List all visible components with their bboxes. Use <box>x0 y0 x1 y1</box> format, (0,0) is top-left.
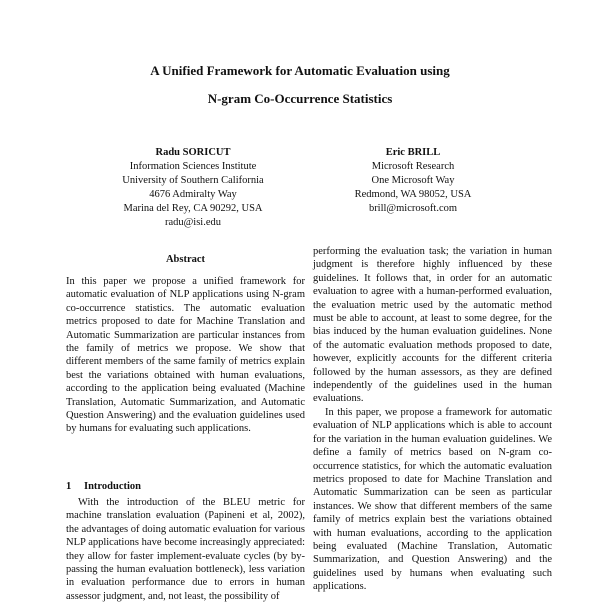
author-block-2 <box>283 146 543 216</box>
author-email: brill@microsoft.com <box>368 203 458 214</box>
author-affiliation: Microsoft Research <box>371 161 455 172</box>
section-title: Introduction <box>84 481 141 492</box>
section-number: 1 <box>66 481 72 492</box>
right-paragraph-1: performing the evaluation task; the variation in human judgment is therefore highly influenced by these guidelines. It follows that, in order for an automatic evaluation to agree with a human-performed evaluation, the evaluation metric used by the automatic method must be able to account, at least to some degree, for the bias induced by the human evaluation guidelines. None of the automatic evaluation methods proposed to date, however, explicitly accounts for the different criteria followed by the human assessors, as they are defined independently of the guidelines used in the human evaluations. <box>313 246 552 405</box>
paper-title-line-1: A Unified Framework for Automatic Evaluation using <box>150 63 450 78</box>
author-street: Redmond, WA 98052, USA <box>354 189 472 200</box>
introduction-body: With the introduction of the BLEU metric for machine translation evaluation (Papineni et al, 2002), the advantages of doing automatic evaluation for various NLP applications have become increasingly appreciated: they allow for faster implement-evaluate cycles (by by-passing the human evaluation bottleneck), less variation in evaluation performance due to errors in human assessor judgment, and, not least, the possibility of <box>66 497 305 602</box>
author-affiliation: Information Sciences Institute <box>129 161 257 172</box>
author-street: 4676 Admiralty Way <box>149 189 237 200</box>
paper-title-line-2: N-gram Co-Occurrence Statistics <box>207 91 393 106</box>
author-name: Radu SORICUT <box>155 147 231 158</box>
right-paragraph-2: In this paper, we propose a framework for automatic evaluation of NLP applications which is able to account for the variation in the human evaluation guidelines. We define a family of metrics based on N-gram co-occurrence statistics, for which the automatic evaluation metrics proposed to date for Machine Translation and Automatic Summarization can be seen as particular instances. We show that different members of the same family of metrics explain best the variations obtained with human evaluations, according to the application being evaluated (Machine Translation, Automatic Summarization, and Question Answering) and the guidelines used by humans when evaluating such applications. <box>313 406 552 593</box>
abstract-heading: Abstract <box>165 254 206 265</box>
right-column <box>313 245 552 594</box>
author-city: Marina del Rey, CA 90292, USA <box>123 203 263 214</box>
author-name: Eric BRILL <box>385 147 441 158</box>
abstract-body: In this paper we propose a unified framework for automatic evaluation of NLP applications using N-gram co-occurrence statistics. The automatic evaluation metrics proposed to date for Machine Translation and Automatic Summarization are particular instances from the family of metrics we propose. We show that different members of the same family of metrics explain best the variations obtained with human evaluations, according to the application being evaluated (Machine Translation, Automatic Summarization, and Automatic Question Answering) and the evaluation guidelines used by humans for evaluating such applications. <box>66 276 305 435</box>
author-institution: One Microsoft Way <box>371 175 455 186</box>
section-heading-introduction <box>66 481 141 492</box>
author-email: radu@isi.edu <box>164 217 222 228</box>
author-institution: University of Southern California <box>122 175 264 186</box>
